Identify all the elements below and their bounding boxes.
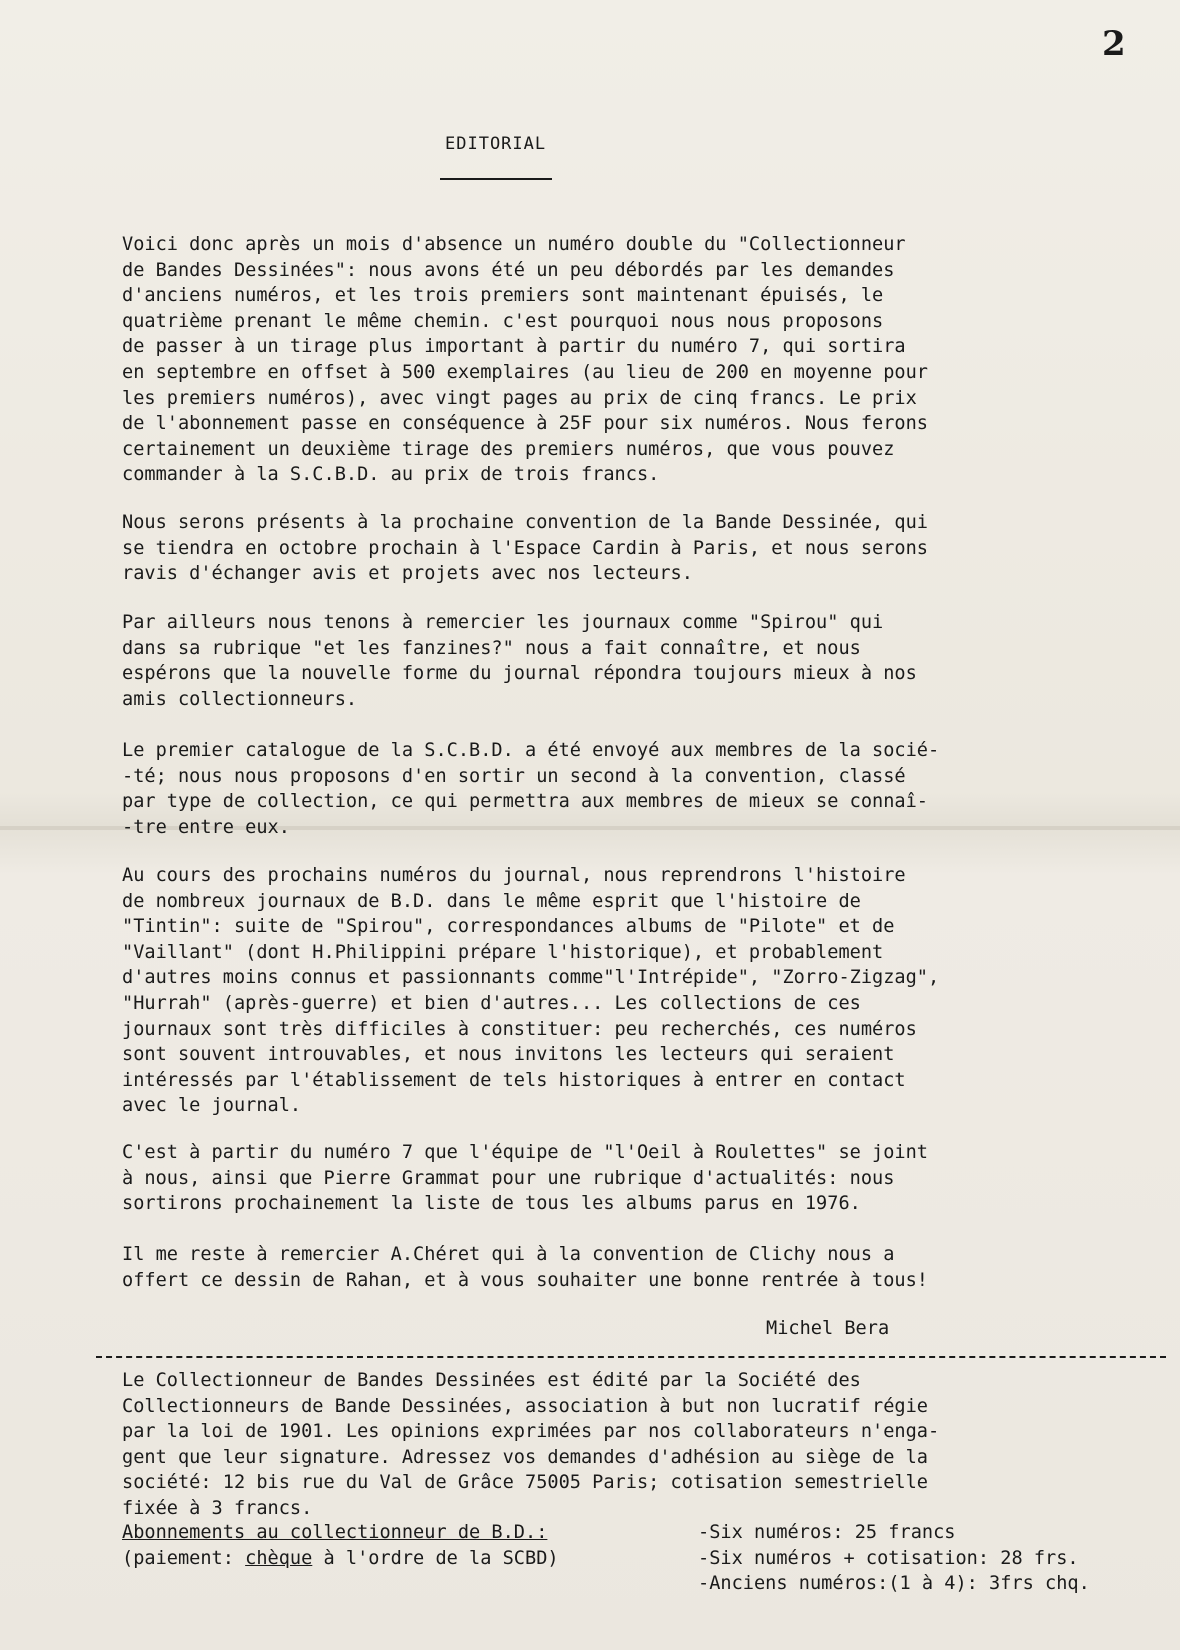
paragraph-5: Au cours des prochains numéros du journal, nous reprendrons l'histoire de nombreux journaux de B.D. dans le même esprit que l'histoire de "Tintin": suite de "Spirou", correspondances albums de "Pilote" et de "Vaillant" (dont H.Philippini prépare l'historique), et probablement d'autres moins connus et passionnants comme"l'Intrépide", "Zorro-Zigzag", "Hurrah" (après-guerre) et bien d'autres... Les collections de ces journaux sont très difficiles à constituer: peu recherchés, ces numéros sont souvent introuvables, et nous invitons les lecteurs qui seraient intéressés par l'établissement de tels historiques à entrer en contact avec le journal. (122, 865, 940, 1117)
price-item: -Anciens numéros:(1 à 4): 3frs chq. (698, 1573, 1090, 1595)
paragraph-1: Voici donc après un mois d'absence un numéro double du "Collectionneur de Bandes Dessinées": nous avons été un peu débordés par les demandes d'anciens numéros, et les trois premiers sont maintenant épuisés, le quatrième prenant le même chemin. c'est pourquoi nous nous proposons de passer à un tirage plus important à partir du numéro 7, qui sortira en septembre en offset à 500 exemplaires (au lieu de 200 en moyenne pour les premiers numéros), avec vingt pages au prix de cinq francs. Le prix de l'abonnement passe en conséquence à 25F pour six numéros. Nous ferons certainement un deuxième tirage des premiers numéros, que vous pouvez commander à la S.C.B.D. au prix de trois francs. (122, 234, 928, 486)
title-underline (440, 178, 552, 180)
payment-prefix: (paiement: (122, 1547, 246, 1569)
paragraph-3: Par ailleurs nous tenons à remercier les journaux comme "Spirou" qui dans sa rubrique "et les fanzines?" nous a fait connaître, et nous espérons que la nouvelle forme du journal répondra toujours mieux à nos amis collectionneurs. (122, 612, 917, 710)
subscription-info (122, 1520, 559, 1571)
paragraph-6: C'est à partir du numéro 7 que l'équipe de "l'Oeil à Roulettes" se joint à nous, ainsi que Pierre Grammat pour une rubrique d'actualités: nous sortirons prochainement la liste de tous les albums parus en 1976. (122, 1142, 928, 1215)
paragraph-4: Le premier catalogue de la S.C.B.D. a été envoyé aux membres de la socié- -té; nous nous proposons d'en sortir un second à la convention, classé par type de collection, ce qui permettra aux membres de mieux se connaî- -tre entre eux. (122, 740, 940, 838)
paragraph-7: Il me reste à remercier A.Chéret qui à la convention de Clichy nous a offert ce dessin de Rahan, et à vous souhaiter une bonne rentrée à tous! (122, 1244, 928, 1291)
paragraph-2: Nous serons présents à la prochaine convention de la Bande Dessinée, qui se tiendra en octobre prochain à l'Espace Cardin à Paris, et nous serons ravis d'échanger avis et projets avec nos lecteurs. (122, 512, 928, 585)
payment-method: chèque (245, 1547, 313, 1569)
price-list (698, 1520, 1090, 1597)
page-title: EDITORIAL (445, 134, 547, 154)
page-number: 2 (1102, 24, 1126, 64)
price-item: -Six numéros + cotisation: 28 frs. (698, 1547, 1079, 1569)
subscription-heading: Abonnements au collectionneur de B.D.: (122, 1522, 548, 1543)
dashed-divider (96, 1356, 1166, 1358)
signature: Michel Bera (766, 1318, 890, 1339)
price-item: -Six numéros: 25 francs (698, 1522, 956, 1543)
payment-suffix: à l'ordre de la SCBD) (312, 1547, 559, 1569)
publisher-notice: Le Collectionneur de Bandes Dessinées est édité par la Société des Collectionneurs de Bande Dessinées, association à but non lucratif régie par la loi de 1901. Les opinions exprimées par nos collaborateurs n'enga- gent que leur signature. Adressez vos demandes d'adhésion au siège de la société: 12 bis rue du Val de Grâce 75005 Paris; cotisation semestrielle fixée à 3 francs. (122, 1370, 940, 1519)
